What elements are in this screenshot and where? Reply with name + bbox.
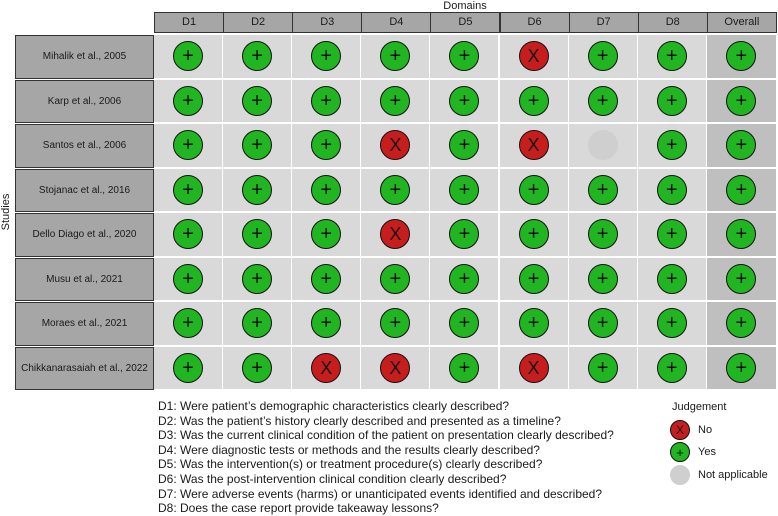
no-judgement-icon: X	[519, 130, 549, 160]
column-header: D1	[154, 12, 224, 33]
yes-judgement-icon: +	[242, 130, 272, 160]
yes-judgement-icon: +	[588, 175, 618, 205]
no-judgement-icon: X	[519, 353, 549, 383]
study-label: Mihalik et al., 2005	[15, 35, 154, 79]
judgement-cell	[638, 258, 707, 303]
column-header: D4	[361, 12, 431, 33]
yes-judgement-icon: +	[588, 308, 618, 338]
legend-item-na	[670, 465, 768, 485]
judgement-cell	[500, 258, 569, 303]
judgement-cell	[569, 35, 638, 80]
judgement-cell	[500, 35, 569, 80]
judgement-cell	[154, 258, 223, 303]
yes-judgement-icon: +	[657, 86, 687, 116]
yes-judgement-icon: +	[380, 41, 410, 71]
judgement-cell	[638, 347, 707, 392]
yes-judgement-icon: +	[173, 130, 203, 160]
yes-judgement-icon: +	[173, 353, 203, 383]
yes-judgement-icon: +	[173, 86, 203, 116]
domain-description: D8: Does the case report provide takeaway lessons?	[158, 501, 439, 516]
yes-judgement-icon: +	[173, 308, 203, 338]
no-judgement-icon: X	[311, 353, 341, 383]
judgement-cell	[154, 347, 223, 392]
yes-judgement-icon: +	[380, 175, 410, 205]
judgement-cell	[223, 124, 292, 169]
domain-description: D4: Were diagnostic tests or methods and the results clearly described?	[158, 442, 540, 457]
studies-axis-title: Studies	[0, 193, 12, 231]
yes-judgement-icon: +	[519, 86, 549, 116]
judgement-cell	[361, 258, 430, 303]
judgement-cell	[361, 80, 430, 125]
judgement-cell	[638, 35, 707, 80]
yes-judgement-icon: +	[726, 41, 756, 71]
yes-judgement-icon: +	[173, 219, 203, 249]
legend-item-yes	[670, 442, 716, 462]
judgement-cell	[430, 258, 499, 303]
yes-judgement-icon: +	[519, 219, 549, 249]
study-label: Moraes et al., 2021	[15, 302, 154, 346]
yes-judgement-icon: +	[311, 175, 341, 205]
yes-judgement-icon: +	[449, 130, 479, 160]
yes-judgement-icon: +	[449, 175, 479, 205]
judgement-cell	[154, 124, 223, 169]
yes-judgement-icon: +	[242, 86, 272, 116]
judgement-cell	[361, 35, 430, 80]
study-label: Karp et al., 2006	[15, 80, 154, 124]
judgement-cell	[430, 302, 499, 347]
yes-judgement-icon: +	[588, 264, 618, 294]
legend-label: Not applicable	[698, 469, 768, 481]
judgement-cell	[707, 302, 776, 347]
judgement-cell	[569, 80, 638, 125]
yes-judgement-icon: +	[657, 308, 687, 338]
yes-judgement-icon: +	[242, 175, 272, 205]
yes-judgement-icon: +	[380, 264, 410, 294]
yes-judgement-icon: +	[726, 264, 756, 294]
judgement-cell	[361, 169, 430, 214]
yes-judgement-icon: +	[173, 175, 203, 205]
legend-label: No	[698, 424, 713, 436]
judgement-cell	[707, 35, 776, 80]
judgement-cell	[361, 124, 430, 169]
domain-description: D7: Were adverse events (harms) or unanticipated events identified and described?	[158, 486, 603, 501]
judgement-cell	[569, 124, 638, 169]
judgement-cell	[223, 213, 292, 258]
yes-judgement-icon: +	[519, 264, 549, 294]
judgement-cell	[292, 35, 361, 80]
judgement-cell	[707, 347, 776, 392]
study-label: Dello Diago et al., 2020	[15, 213, 154, 257]
judgement-cell	[430, 124, 499, 169]
no-judgement-icon: X	[380, 219, 410, 249]
judgement-cell	[292, 169, 361, 214]
yes-judgement-icon: +	[657, 264, 687, 294]
no-judgement-icon: X	[519, 41, 549, 71]
study-label: Musu et al., 2021	[15, 258, 154, 302]
yes-judgement-icon: +	[449, 308, 479, 338]
judgement-cell	[638, 169, 707, 214]
judgement-cell	[500, 124, 569, 169]
yes-judgement-icon: +	[380, 86, 410, 116]
judgement-cell	[292, 347, 361, 392]
judgement-cell	[707, 169, 776, 214]
judgement-cell	[430, 80, 499, 125]
yes-judgement-icon: +	[449, 86, 479, 116]
judgement-cell	[292, 258, 361, 303]
judgement-cell	[223, 302, 292, 347]
column-header: D2	[223, 12, 293, 33]
judgement-cell	[430, 35, 499, 80]
yes-judgement-icon: +	[726, 130, 756, 160]
judgement-cell	[638, 302, 707, 347]
study-label: Santos et al., 2006	[15, 124, 154, 168]
judgement-cell	[223, 347, 292, 392]
judgement-cell	[707, 258, 776, 303]
judgement-cell	[154, 213, 223, 258]
yes-judgement-icon: +	[449, 219, 479, 249]
column-header: D3	[292, 12, 362, 33]
judgement-cell	[500, 213, 569, 258]
no-judgement-icon: X	[380, 353, 410, 383]
column-header: Overall	[707, 12, 777, 33]
yes-judgement-icon: +	[242, 353, 272, 383]
judgement-cell	[154, 35, 223, 80]
judgement-cell	[569, 258, 638, 303]
judgement-legend-title: Judgement	[672, 401, 727, 413]
yes-judgement-icon: +	[726, 86, 756, 116]
judgement-cell	[500, 347, 569, 392]
yes-judgement-icon: +	[726, 219, 756, 249]
domain-descriptions	[158, 399, 614, 516]
domain-description: D6: Was the post-intervention clinical condition clearly described?	[158, 471, 507, 486]
legend-item-no	[670, 420, 712, 440]
yes-judgement-icon: +	[380, 308, 410, 338]
no-judgement-icon: X	[380, 130, 410, 160]
yes-judgement-icon: +	[173, 41, 203, 71]
yes-judgement-icon: +	[311, 308, 341, 338]
judgement-cell	[707, 124, 776, 169]
judgement-cell	[154, 169, 223, 214]
judgement-cell	[361, 302, 430, 347]
judgement-cell	[292, 213, 361, 258]
judgement-cell	[361, 213, 430, 258]
judgement-cell	[223, 35, 292, 80]
judgement-cell	[500, 169, 569, 214]
domain-description: D3: Was the current clinical condition of the patient on presentation clearly described?	[158, 428, 614, 443]
not-applicable-judgement-icon	[670, 465, 690, 485]
judgement-cell	[569, 302, 638, 347]
study-label: Stojanac et al., 2016	[15, 169, 154, 213]
study-label: Chikkanarasaiah et al., 2022	[15, 347, 154, 391]
legend-label: Yes	[698, 446, 716, 458]
column-header: D7	[569, 12, 639, 33]
domain-description: D2: Was the patient’s history clearly described and presented as a timeline?	[158, 413, 561, 428]
judgement-cell	[223, 80, 292, 125]
judgement-cell	[430, 213, 499, 258]
yes-judgement-icon: +	[173, 264, 203, 294]
judgement-cell	[223, 169, 292, 214]
yes-judgement-icon: +	[449, 41, 479, 71]
yes-judgement-icon: +	[588, 41, 618, 71]
yes-judgement-icon: +	[657, 130, 687, 160]
judgement-cell	[638, 213, 707, 258]
yes-judgement-icon: +	[449, 264, 479, 294]
judgement-cell	[430, 169, 499, 214]
yes-judgement-icon: +	[657, 219, 687, 249]
judgement-cell	[223, 258, 292, 303]
yes-judgement-icon: +	[588, 86, 618, 116]
yes-judgement-icon: +	[657, 175, 687, 205]
not-applicable-judgement-icon	[588, 130, 618, 160]
column-header: D6	[500, 12, 570, 33]
yes-judgement-icon: +	[449, 353, 479, 383]
yes-judgement-icon: +	[519, 308, 549, 338]
judgement-cell	[154, 302, 223, 347]
judgement-cell	[638, 124, 707, 169]
judgement-cell	[569, 213, 638, 258]
yes-judgement-icon: +	[657, 41, 687, 71]
yes-judgement-icon: +	[242, 219, 272, 249]
domain-description: D1: Were patient’s demographic characteristics clearly described?	[158, 399, 510, 413]
judgement-cell	[569, 347, 638, 392]
yes-judgement-icon: +	[311, 41, 341, 71]
judgement-cell	[707, 80, 776, 125]
yes-judgement-icon: +	[311, 264, 341, 294]
judgement-cell	[569, 169, 638, 214]
judgement-cell	[638, 80, 707, 125]
no-judgement-icon: X	[670, 420, 690, 440]
yes-judgement-icon: +	[242, 264, 272, 294]
judgement-cell	[707, 213, 776, 258]
judgement-cell	[154, 80, 223, 125]
judgement-cell	[361, 347, 430, 392]
yes-judgement-icon: +	[588, 219, 618, 249]
judgement-cell	[430, 347, 499, 392]
yes-judgement-icon: +	[242, 41, 272, 71]
yes-judgement-icon: +	[657, 353, 687, 383]
column-header: D8	[638, 12, 708, 33]
yes-judgement-icon: +	[311, 219, 341, 249]
domains-axis-title: Domains	[443, 0, 487, 12]
judgement-cell	[500, 80, 569, 125]
yes-judgement-icon: +	[670, 442, 690, 462]
yes-judgement-icon: +	[242, 308, 272, 338]
yes-judgement-icon: +	[311, 86, 341, 116]
yes-judgement-icon: +	[311, 130, 341, 160]
judgement-cell	[500, 302, 569, 347]
judgement-cell	[292, 80, 361, 125]
yes-judgement-icon: +	[726, 175, 756, 205]
yes-judgement-icon: +	[519, 175, 549, 205]
yes-judgement-icon: +	[726, 353, 756, 383]
judgement-cell	[292, 124, 361, 169]
domain-description: D5: Was the intervention(s) or treatment procedure(s) clearly described?	[158, 457, 543, 472]
yes-judgement-icon: +	[726, 308, 756, 338]
yes-judgement-icon: +	[588, 353, 618, 383]
column-header: D5	[430, 12, 500, 33]
judgement-cell	[292, 302, 361, 347]
